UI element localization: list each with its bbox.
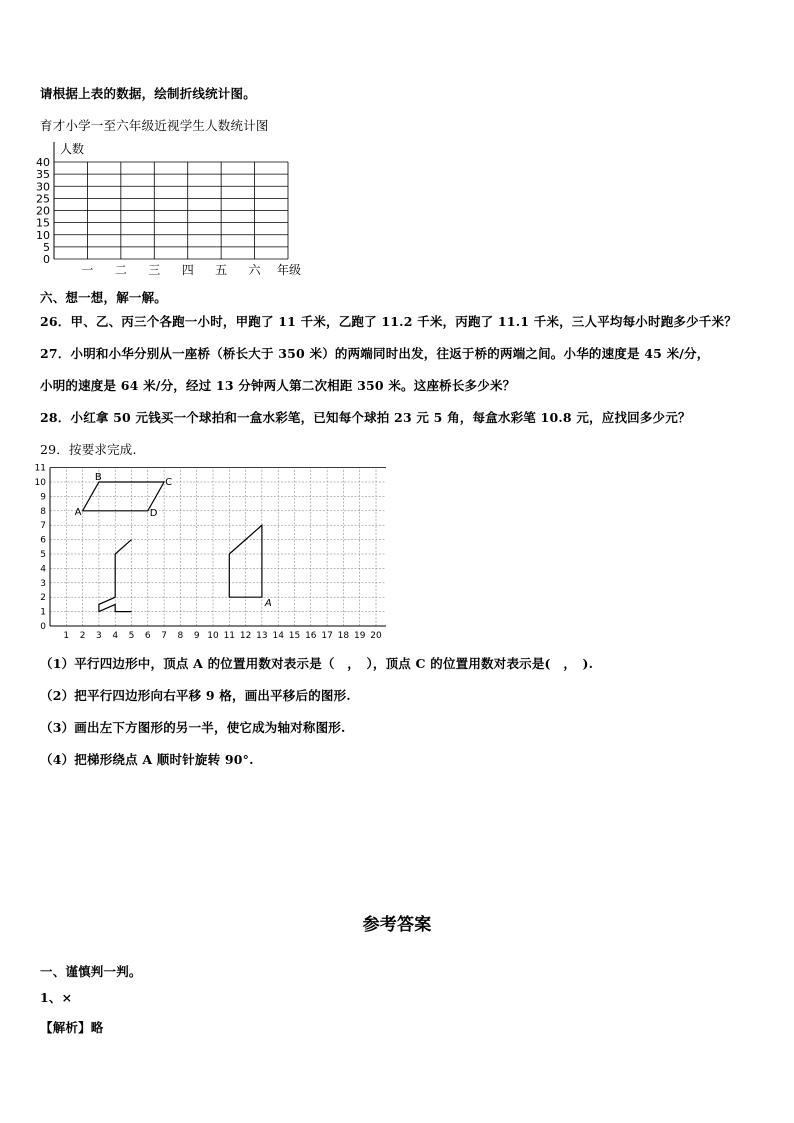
question-27-line1: 27．小明和小华分别从一座桥（桥长大于 350 米）的两端同时出发，往返于桥的两端之间。小华的速度是 45 米/分，	[40, 346, 710, 361]
grid-y-tick-label: 3	[40, 578, 46, 589]
chart-y-tick-label: 25	[36, 192, 50, 206]
answer-1: 1、×	[40, 990, 73, 1005]
grid-x-tick-label: 8	[177, 631, 184, 641]
chart-x-label: 三	[148, 263, 161, 277]
chart-x-label: 二	[114, 263, 127, 277]
chart-x-unit: 年级	[277, 263, 302, 277]
chart-x-label: 六	[248, 263, 261, 277]
sub-question-2: （2）把平行四边形向右平移 9 格，画出平移后的图形.	[40, 688, 351, 703]
grid-x-tick-label: 15	[288, 631, 301, 641]
question-28: 28．小红拿 50 元钱买一个球拍和一盒水彩笔，已知每个球拍 23 元 5 角，每盒水彩笔 10.8 元，应找回多少元？	[40, 410, 691, 425]
grid-x-tick-label: 3	[96, 631, 102, 641]
grid-y-tick-label: 0	[40, 622, 46, 632]
chart-y-tick-label: 40	[36, 156, 50, 169]
chart-y-tick-label: 10	[36, 228, 50, 242]
grid-x-tick-label: 19	[353, 631, 366, 641]
label-trapezoid-point-a: A	[264, 598, 272, 610]
chart-y-tick-label: 35	[36, 168, 50, 182]
grid-y-tick-label: 7	[40, 521, 46, 532]
chart-y-tick-label: 5	[43, 240, 50, 254]
chart-x-label: 一	[81, 263, 94, 277]
grid-x-tick-label: 13	[256, 631, 268, 641]
coordinate-grid	[34, 464, 386, 642]
chart-gridlines	[54, 142, 288, 259]
chart-y-tick-label: 30	[36, 180, 50, 194]
sub-question-4: （4）把梯形绕点 A 顺时针旋转 90°.	[40, 752, 254, 767]
intro-text: 请根据上表的数据，绘制折线统计图。	[40, 86, 256, 101]
grid-y-tick-label: 5	[40, 550, 46, 560]
chart-title: 育才小学一至六年级近视学生人数统计图	[40, 118, 269, 133]
grid-y-tick-label: 8	[40, 506, 46, 517]
grid-x-tick-label: 1	[63, 631, 70, 641]
empty-chart-grid	[30, 138, 320, 280]
analysis-text: 【解析】略	[40, 1020, 104, 1035]
grid-y-tick-label: 2	[40, 593, 46, 604]
grid-x-tick-label: 16	[305, 631, 317, 641]
grid-x-tick-label: 5	[128, 631, 135, 641]
grid-y-tick-label: 4	[40, 564, 46, 575]
label-point-d: D	[149, 507, 158, 519]
grid-x-tick-label: 20	[370, 631, 382, 641]
question-26: 26．甲、乙、丙三个各跑一小时，甲跑了 11 千米，乙跑了 11.2 千米，丙跑了 11.1 千米，三人平均每小时跑多少千米？	[40, 314, 737, 329]
grid-y-tick-label: 1	[40, 607, 46, 618]
grid-x-ticks	[63, 631, 382, 641]
question-29: 29．按要求完成.	[40, 442, 137, 457]
label-point-a: A	[74, 506, 82, 518]
grid-lines	[50, 468, 386, 626]
grid-x-tick-label: 11	[223, 631, 236, 641]
grid-x-tick-label: 6	[144, 631, 151, 641]
answer-title: 参考答案	[362, 915, 432, 935]
sub-question-1: （1）平行四边形中，顶点 A 的位置用数对表示是（ ， ），顶点 C 的位置用数对表示是( ， ).	[40, 656, 594, 671]
chart-x-label: 四	[181, 263, 194, 277]
chart-y-ticks	[36, 156, 50, 266]
label-point-c: C	[165, 477, 173, 488]
grid-x-tick-label: 14	[272, 631, 284, 641]
question-27-line2: 小明的速度是 64 米/分，经过 13 分钟两人第二次相距 350 米。这座桥长多少米？	[40, 378, 516, 393]
grid-x-tick-label: 17	[321, 631, 333, 641]
chart-y-tick-label: 20	[36, 204, 50, 218]
section-heading-6: 六、想一想，解一解。	[40, 290, 168, 305]
chart-y-unit: 人数	[60, 142, 85, 156]
sub-question-3: （3）画出左下方图形的另一半，使它成为轴对称图形.	[40, 720, 346, 735]
label-point-b: B	[94, 472, 102, 483]
grid-x-tick-label: 2	[79, 631, 86, 641]
grid-y-tick-label: 11	[34, 464, 46, 474]
grid-x-tick-label: 10	[207, 631, 219, 641]
grid-x-tick-label: 7	[161, 631, 167, 641]
grid-x-tick-label: 4	[112, 631, 119, 641]
chart-x-labels	[81, 263, 261, 277]
section-heading-1: 一、谨慎判一判。	[40, 964, 142, 979]
grid-x-tick-label: 9	[193, 631, 200, 641]
grid-y-tick-label: 10	[34, 478, 46, 488]
chart-y-tick-label: 15	[36, 216, 50, 230]
grid-x-tick-label: 18	[337, 631, 350, 641]
grid-y-tick-label: 6	[40, 535, 46, 546]
grid-x-tick-label: 12	[239, 631, 252, 641]
chart-y-tick-label: 0	[43, 253, 50, 266]
chart-x-label: 五	[215, 263, 228, 277]
grid-y-ticks	[35, 464, 47, 632]
grid-y-tick-label: 9	[40, 492, 46, 503]
